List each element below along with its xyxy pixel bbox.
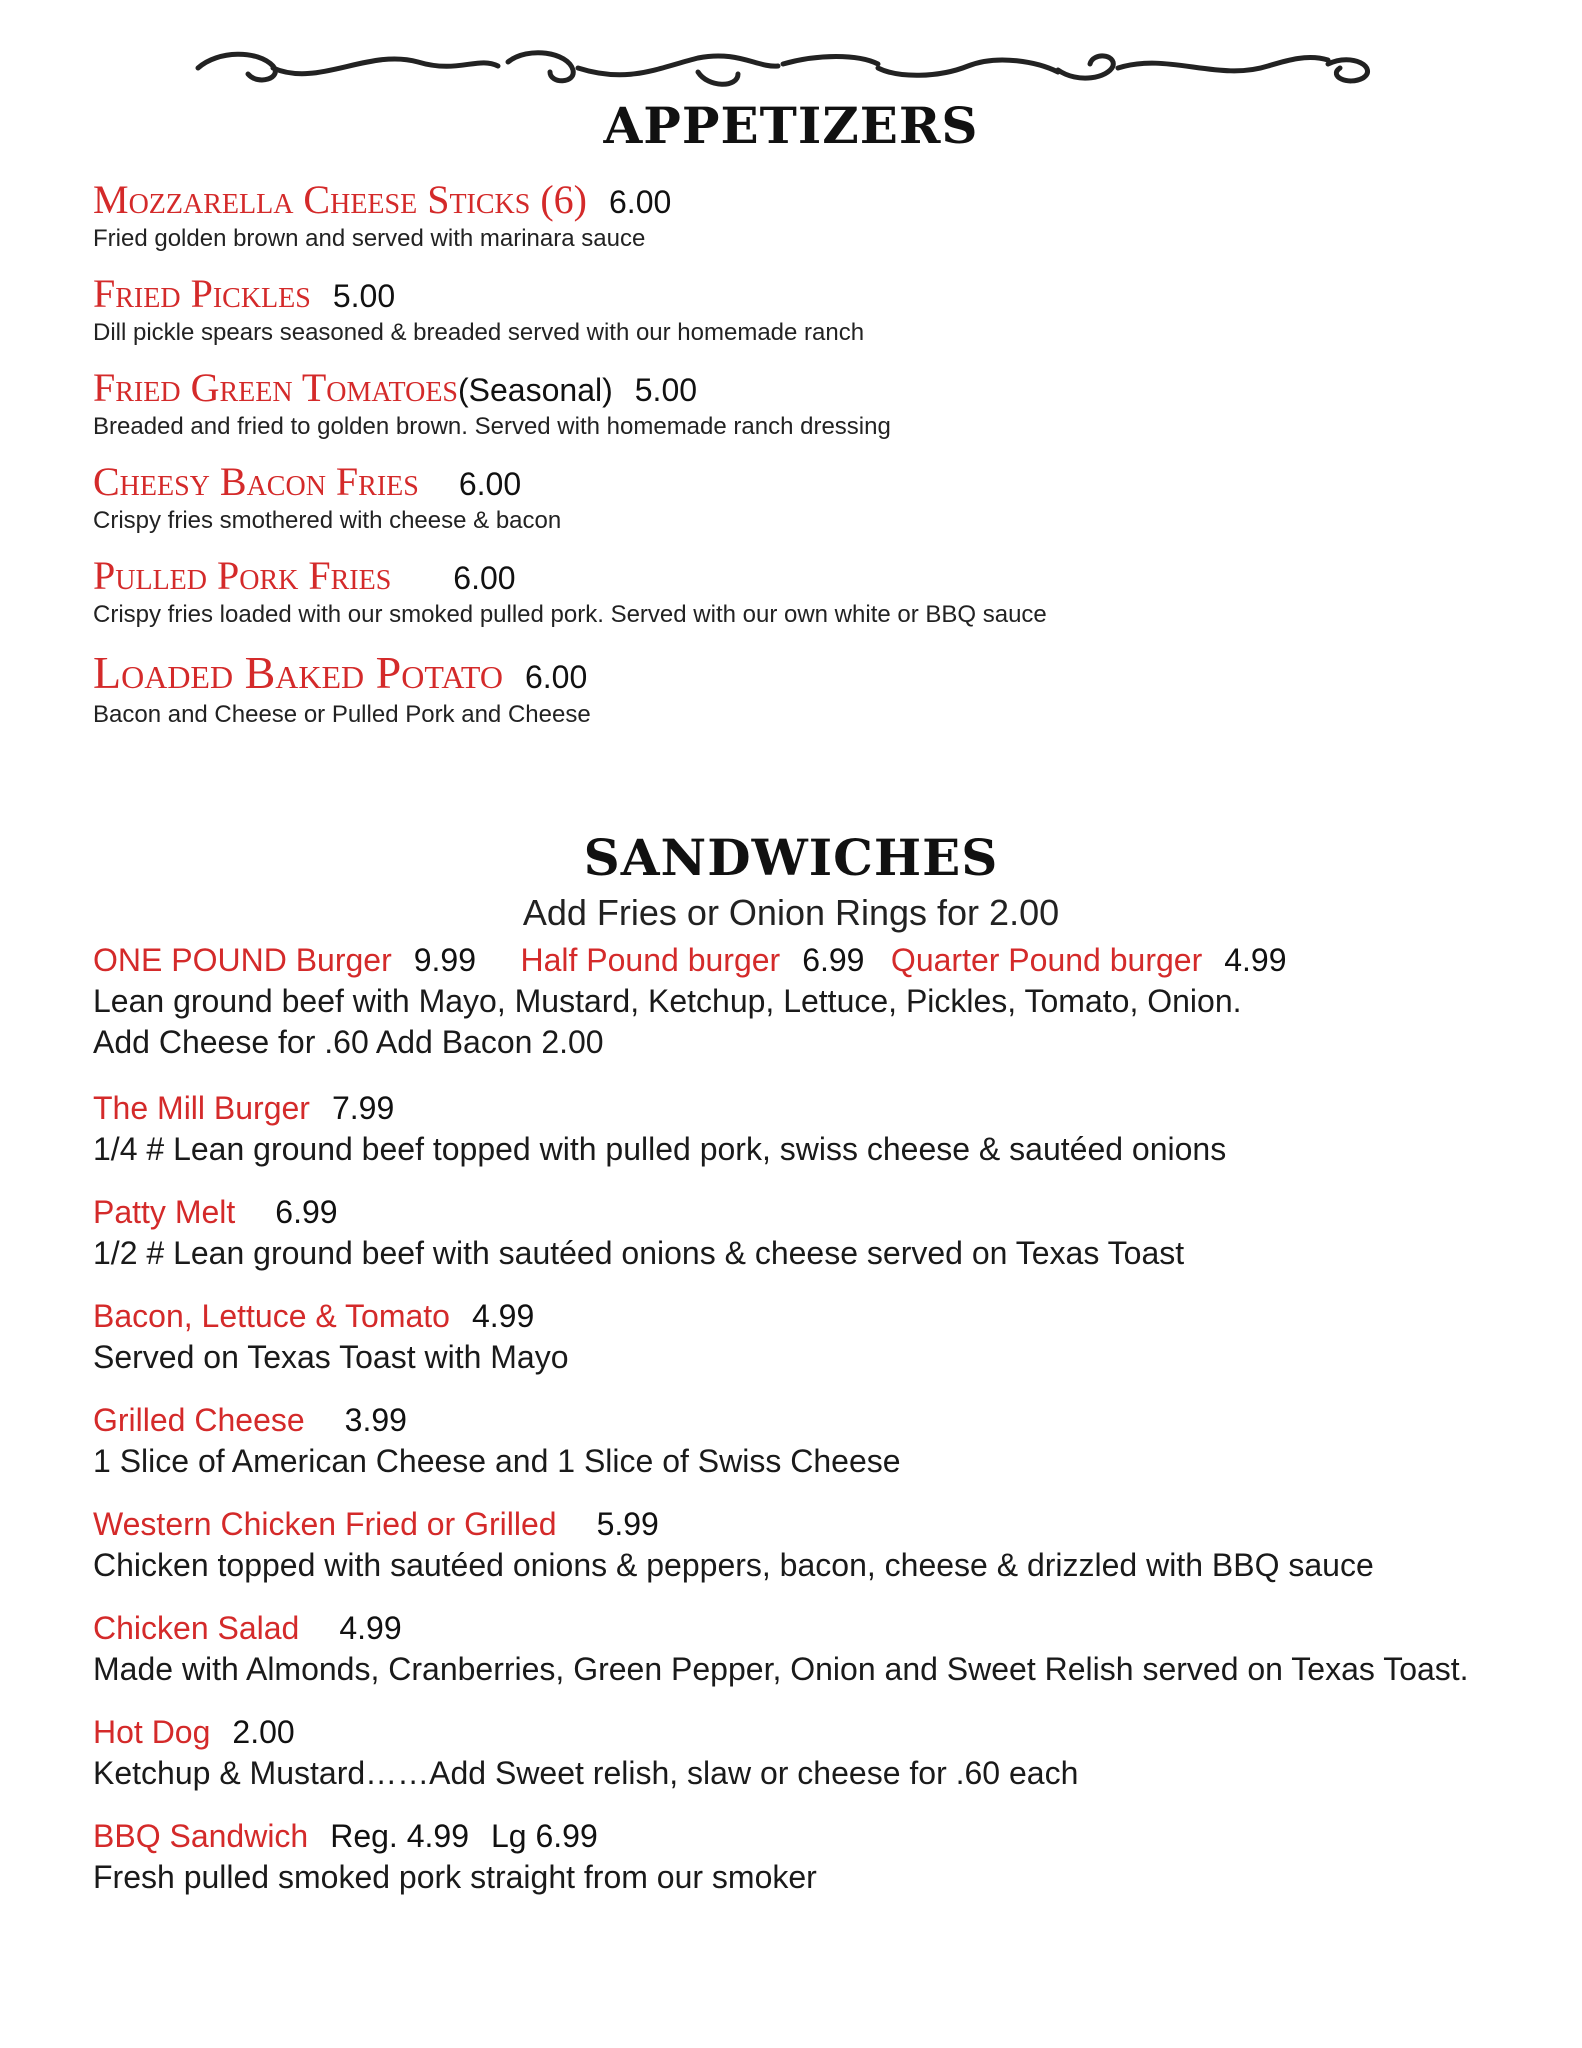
item-name: Loaded Baked Potato: [93, 647, 503, 698]
item-description: Ketchup & Mustard……Add Sweet relish, slaw or cheese for .60 each: [93, 1755, 1079, 1791]
item-price: 9.99: [413, 942, 477, 978]
item-price: 6.00: [458, 466, 522, 502]
item-price: 4.99: [339, 1610, 402, 1646]
item-description: 1 Slice of American Cheese and 1 Slice of Swiss Cheese: [93, 1443, 901, 1479]
item-name: Western Chicken Fried or Grilled: [93, 1506, 557, 1542]
item-name: Grilled Cheese: [93, 1402, 305, 1438]
item-description: Fresh pulled smoked pork straight from our smoker: [93, 1859, 817, 1895]
appetizer-item: [93, 270, 864, 347]
item-description: Bacon and Cheese or Pulled Pork and Cheese: [93, 701, 591, 728]
item-price: 2.00: [232, 1714, 295, 1750]
sandwich-item: [93, 1506, 1374, 1584]
item-description: Lean ground beef with Mayo, Mustard, Ketchup, Lettuce, Pickles, Tomato, Onion.: [93, 983, 1242, 1019]
appetizer-item: [93, 458, 561, 535]
sandwich-item: [93, 1194, 1184, 1272]
sandwiches-heading: SANDWICHES: [583, 828, 999, 887]
sandwich-item: [93, 1402, 901, 1480]
item-price: 7.99: [331, 1090, 395, 1126]
item-price: 5.00: [332, 278, 396, 314]
sandwich-item: [93, 1818, 817, 1896]
item-name: BBQ Sandwich: [93, 1818, 309, 1854]
item-price: 6.00: [609, 184, 672, 220]
item-price: 4.99: [471, 1298, 535, 1334]
appetizer-item: [93, 646, 591, 729]
item-price: 4.99: [1224, 942, 1287, 978]
item-name: The Mill Burger: [93, 1090, 310, 1126]
item-name: Fried Green Tomatoes: [93, 365, 458, 410]
item-addons: Add Cheese for .60 Add Bacon 2.00: [93, 1024, 604, 1060]
item-description: Served on Texas Toast with Mayo: [93, 1339, 569, 1375]
item-description: 1/4 # Lean ground beef topped with pulled pork, swiss cheese & sautéed onions: [93, 1131, 1227, 1167]
item-price: 6.99: [275, 1194, 338, 1230]
item-description: Breaded and fried to golden brown. Served with homemade ranch dressing: [93, 413, 891, 440]
sandwich-item: [93, 1714, 1078, 1792]
sandwiches-subtitle: Add Fries or Onion Rings for 2.00: [522, 892, 1060, 933]
decorative-flourish: [178, 38, 1388, 100]
item-price-large: Lg 6.99: [490, 1818, 598, 1854]
appetizers-heading: APPETIZERS: [603, 96, 979, 155]
item-note: (Seasonal): [458, 372, 613, 408]
sandwich-item: [93, 1610, 1469, 1688]
item-description: 1/2 # Lean ground beef with sautéed onions & cheese served on Texas Toast: [93, 1235, 1185, 1271]
item-name: Bacon, Lettuce & Tomato: [93, 1298, 450, 1334]
item-description: Chicken topped with sautéed onions & peppers, bacon, cheese & drizzled with BBQ sauce: [93, 1547, 1374, 1583]
item-description: Dill pickle spears seasoned & breaded served with our homemade ranch: [93, 319, 865, 346]
appetizer-item: [93, 364, 891, 441]
item-price: 6.00: [524, 659, 588, 695]
item-description: Crispy fries smothered with cheese & bacon: [93, 507, 562, 534]
item-price: 5.00: [634, 372, 698, 408]
item-name: Pulled Pork Fries: [93, 553, 392, 598]
burger-group: [93, 942, 1287, 1061]
item-price: 6.00: [453, 560, 516, 596]
item-description: Fried golden brown and served with marinara sauce: [93, 225, 646, 252]
item-price: 5.99: [596, 1506, 659, 1542]
item-name: Chicken Salad: [93, 1610, 300, 1646]
sandwich-item: [93, 1090, 1226, 1168]
item-name: Patty Melt: [93, 1194, 236, 1230]
item-description: Crispy fries loaded with our smoked pulled pork. Served with our own white or BBQ sauce: [93, 601, 1047, 628]
item-price: 6.99: [802, 942, 865, 978]
item-description: Made with Almonds, Cranberries, Green Pepper, Onion and Sweet Relish served on Texas Toast.: [93, 1651, 1469, 1687]
item-price: 3.99: [344, 1402, 407, 1438]
sandwich-item: [93, 1298, 569, 1376]
item-name: Half Pound burger: [520, 942, 781, 978]
item-name: Fried Pickles: [93, 271, 311, 316]
item-name: Hot Dog: [93, 1714, 211, 1750]
appetizer-item: [93, 176, 671, 253]
item-name: Quarter Pound burger: [890, 942, 1203, 978]
item-name: Cheesy Bacon Fries: [93, 459, 419, 504]
appetizer-item: [93, 552, 1047, 629]
item-name: ONE POUND Burger: [93, 942, 392, 978]
item-price: Reg. 4.99: [330, 1818, 469, 1854]
item-name: Mozzarella Cheese Sticks (6): [93, 177, 587, 222]
